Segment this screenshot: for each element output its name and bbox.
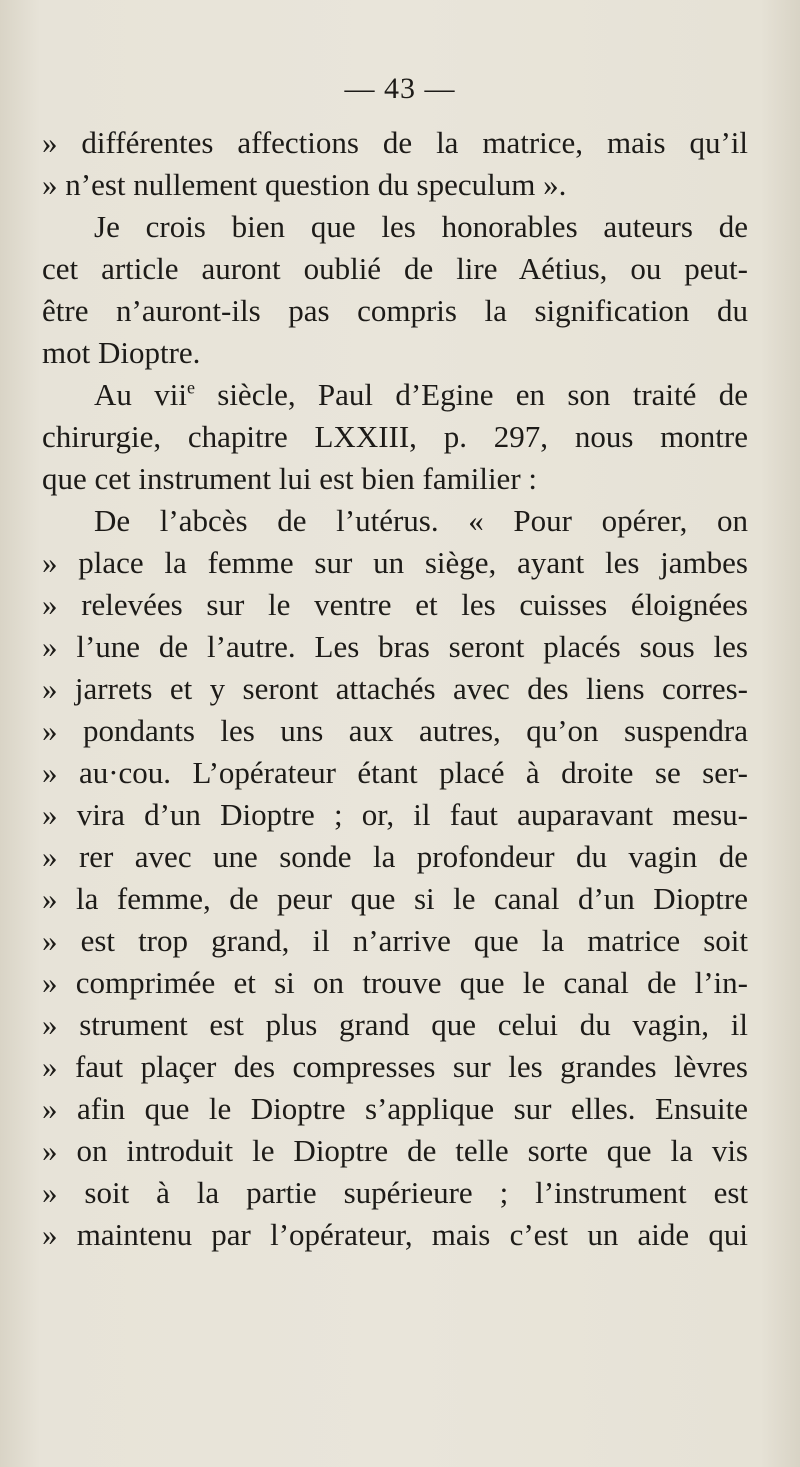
text-line: » rer avec une sonde la profondeur du vagin de — [42, 839, 748, 874]
text-line: » au·cou. L’opérateur étant placé à droite se ser- — [42, 755, 748, 790]
text-line: » est trop grand, il n’arrive que la matrice soit — [42, 923, 748, 958]
text-line: » afin que le Dioptre s’applique sur elles. Ensuite — [42, 1091, 748, 1126]
text-line: » maintenu par l’opérateur, mais c’est un aide qui — [42, 1217, 748, 1252]
text-fragment: Au vii — [94, 377, 187, 412]
text-line: » relevées sur le ventre et les cuisses éloignées — [42, 587, 748, 622]
text-line: chirurgie, chapitre LXXIII, p. 297, nous montre — [42, 419, 748, 454]
body-text — [42, 122, 748, 1256]
text-line: » vira d’un Dioptre ; or, il faut auparavant mesu- — [42, 797, 748, 832]
text-line: » soit à la partie supérieure ; l’instrument est — [42, 1175, 748, 1210]
text-line: » strument est plus grand que celui du vagin, il — [42, 1007, 748, 1042]
text-line: que cet instrument lui est bien familier : — [42, 461, 538, 496]
text-line-with-superscript — [42, 374, 748, 416]
text-line: » place la femme sur un siège, ayant les jambes — [42, 545, 748, 580]
text-line: mot Dioptre. — [42, 335, 201, 370]
text-line: » l’une de l’autre. Les bras seront placés sous les — [42, 629, 748, 664]
text-line: cet article auront oublié de lire Aétius, ou peut- — [42, 251, 748, 286]
text-line: » faut plaçer des compresses sur les grandes lèvres — [42, 1049, 748, 1084]
text-line: » jarrets et y seront attachés avec des liens corres- — [42, 671, 748, 706]
text-line: être n’auront-ils pas compris la signification du — [42, 293, 748, 328]
text-fragment: siècle, Paul d’Egine en son traité de — [194, 377, 748, 412]
text-line: Je crois bien que les honorables auteurs de — [94, 209, 748, 244]
text-line: » on introduit le Dioptre de telle sorte que la vis — [42, 1133, 748, 1168]
text-line: De l’abcès de l’utérus. « Pour opérer, on — [94, 503, 748, 538]
text-line: » différentes affections de la matrice, mais qu’il — [42, 125, 748, 160]
text-line: » pondants les uns aux autres, qu’on suspendra — [42, 713, 748, 748]
superscript: e — [186, 377, 195, 398]
text-line: » n’est nullement question du speculum ». — [42, 167, 567, 202]
text-line: » comprimée et si on trouve que le canal de l’in- — [42, 965, 748, 1000]
text-line: » la femme, de peur que si le canal d’un Dioptre — [42, 881, 748, 916]
page-number: — 43 — — [344, 72, 456, 105]
